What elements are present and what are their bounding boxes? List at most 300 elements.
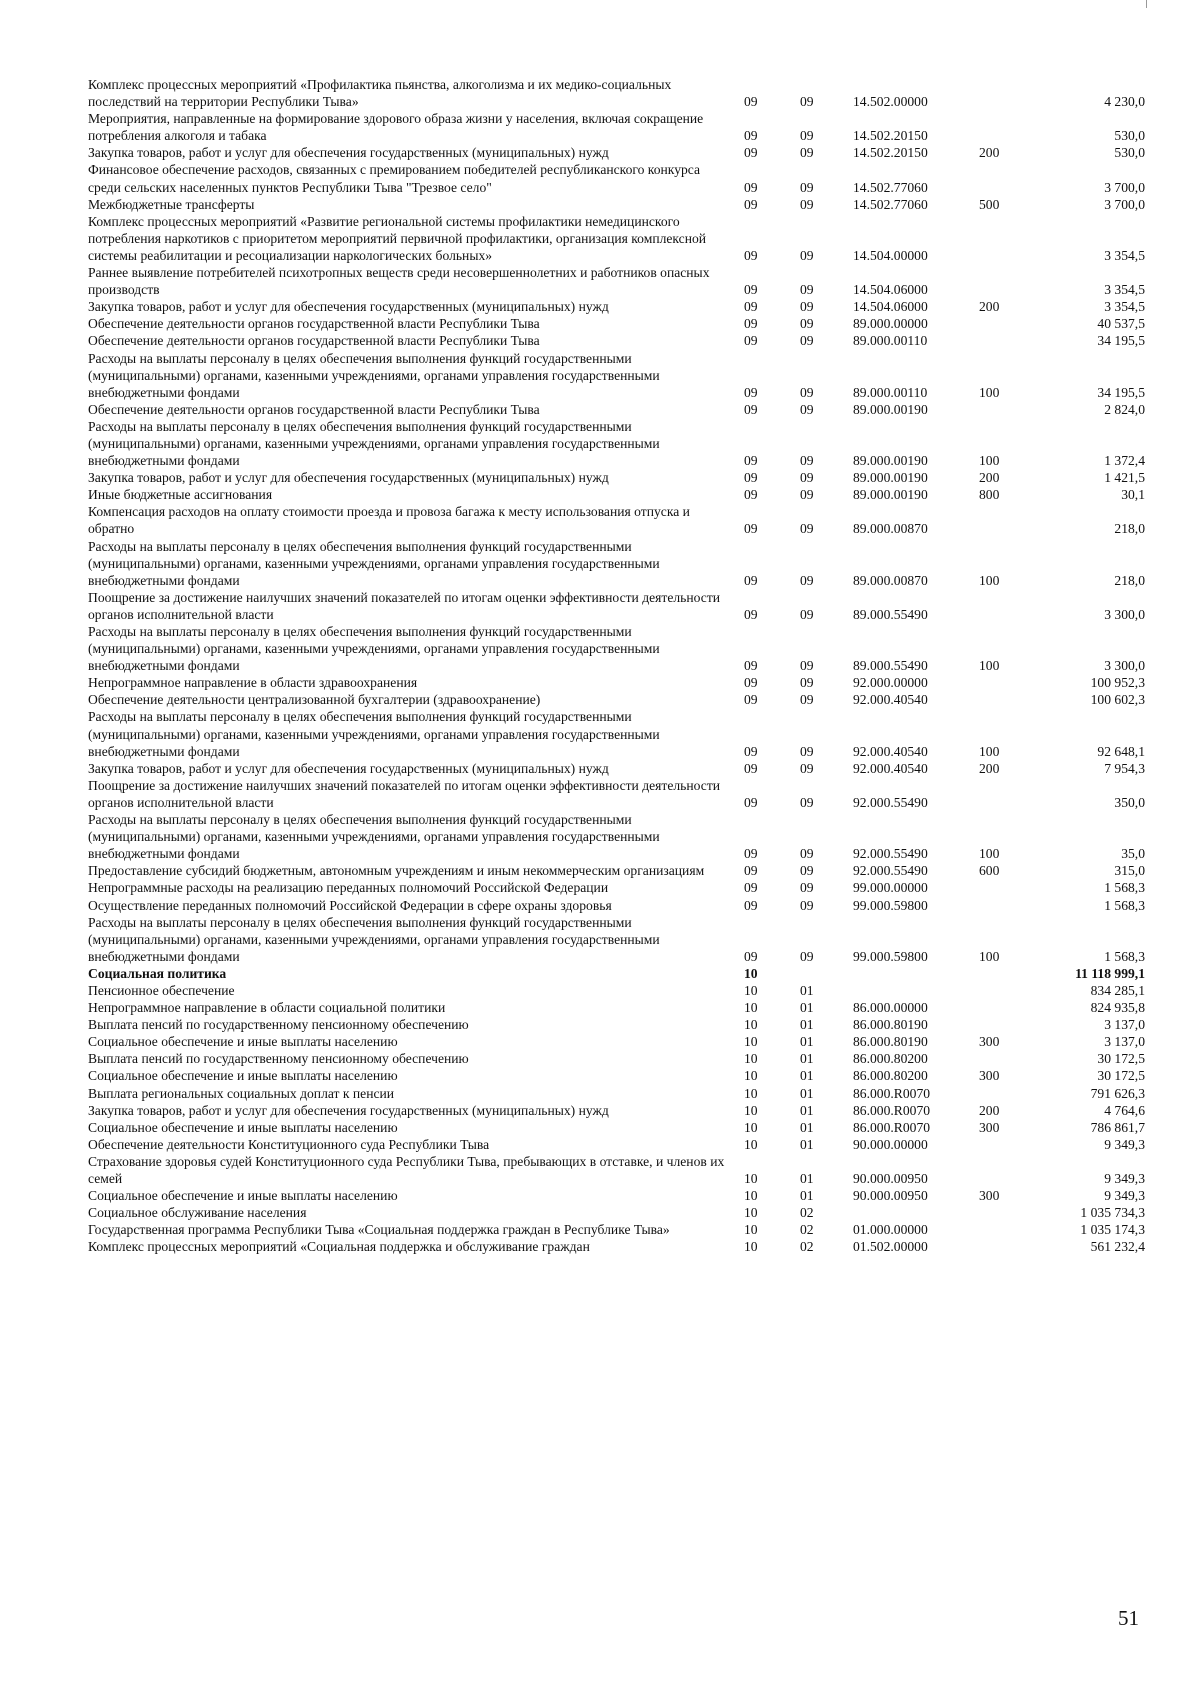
table-row bbox=[88, 538, 1165, 589]
table-row bbox=[88, 401, 1165, 418]
row-section-cell: 10 bbox=[744, 1017, 758, 1033]
row-expense-type-cell: 600 bbox=[979, 863, 1000, 879]
table-row bbox=[88, 691, 1165, 708]
row-amount-cell: 1 372,4 bbox=[1104, 453, 1145, 469]
row-amount-cell: 2 824,0 bbox=[1104, 401, 1145, 417]
row-target-article-cell: 99.000.59800 bbox=[853, 897, 928, 913]
row-expense-type-cell: 300 bbox=[979, 1188, 1000, 1204]
row-section-cell: 09 bbox=[744, 179, 758, 195]
row-target-article-cell: 89.000.00190 bbox=[853, 487, 928, 503]
row-amount-cell: 1 568,3 bbox=[1104, 897, 1145, 913]
row-expense-type-cell: 300 bbox=[979, 1068, 1000, 1084]
row-expense-type-cell: 100 bbox=[979, 658, 1000, 674]
row-amount-cell: 40 537,5 bbox=[1097, 316, 1145, 332]
table-row bbox=[88, 1050, 1165, 1067]
row-name-cell: Закупка товаров, работ и услуг для обеспечения государственных (муниципальных) нужд bbox=[88, 1102, 609, 1118]
row-amount-cell: 786 861,7 bbox=[1090, 1119, 1145, 1135]
row-section-cell: 09 bbox=[744, 846, 758, 862]
row-subsection-cell: 09 bbox=[800, 333, 814, 349]
table-row bbox=[88, 914, 1165, 965]
row-name-cell: Расходы на выплаты персоналу в целях обеспечения выполнения функций государственными (муниципальными) органами, казенными учреждениями, органами управления государственными внебюджетными фондами bbox=[88, 418, 660, 469]
table-row bbox=[88, 623, 1165, 674]
row-target-article-cell: 92.000.40540 bbox=[853, 760, 928, 776]
row-expense-type-cell bbox=[973, 503, 1049, 537]
row-target-article-cell bbox=[848, 1204, 973, 1221]
row-subsection-cell: 09 bbox=[800, 470, 814, 486]
row-name-cell: Государственная программа Республики Тыва «Социальная поддержка граждан в Республике Тыва» bbox=[88, 1222, 670, 1238]
row-expense-type-cell bbox=[973, 161, 1049, 195]
row-subsection-cell: 01 bbox=[800, 1017, 814, 1033]
row-amount-cell: 824 935,8 bbox=[1090, 1000, 1145, 1016]
row-section-cell: 09 bbox=[744, 94, 758, 110]
table-row bbox=[88, 110, 1165, 144]
row-target-article-cell: 89.000.00190 bbox=[853, 401, 928, 417]
row-amount-cell: 11 118 999,1 bbox=[1075, 965, 1145, 981]
row-section-cell: 10 bbox=[744, 1222, 758, 1238]
row-target-article-cell: 86.000.R0070 bbox=[853, 1102, 931, 1118]
row-subsection-cell: 09 bbox=[800, 299, 814, 315]
row-target-article-cell: 92.000.55490 bbox=[853, 863, 928, 879]
row-amount-cell: 3 354,5 bbox=[1104, 299, 1145, 315]
row-section-cell: 10 bbox=[744, 1085, 758, 1101]
budget-table bbox=[88, 76, 1165, 1255]
row-name-cell: Социальное обеспечение и иные выплаты населению bbox=[88, 1188, 398, 1204]
row-section-cell: 10 bbox=[744, 1239, 758, 1255]
table-row bbox=[88, 1136, 1165, 1153]
table-row bbox=[88, 76, 1165, 110]
row-name-cell: Непрограммное направление в области здравоохранения bbox=[88, 675, 418, 691]
row-subsection-cell: 01 bbox=[800, 982, 814, 998]
row-amount-cell: 9 349,3 bbox=[1104, 1136, 1145, 1152]
table-row bbox=[88, 965, 1165, 982]
row-amount-cell: 1 421,5 bbox=[1104, 470, 1145, 486]
row-subsection-cell: 01 bbox=[800, 1034, 814, 1050]
row-target-article-cell bbox=[848, 982, 973, 999]
row-amount-cell: 3 300,0 bbox=[1104, 606, 1145, 622]
row-target-article-cell: 92.000.40540 bbox=[853, 743, 928, 759]
row-name-cell: Обеспечение деятельности централизованной бухгалтерии (здравоохранение) bbox=[88, 692, 541, 708]
table-row bbox=[88, 982, 1165, 999]
row-target-article-cell bbox=[848, 965, 973, 982]
row-name-cell: Расходы на выплаты персоналу в целях обеспечения выполнения функций государственными (муниципальными) органами, казенными учреждениями, органами управления государственными внебюджетными фондами bbox=[88, 538, 660, 588]
row-expense-type-cell bbox=[973, 1221, 1049, 1238]
row-name-cell: Обеспечение деятельности Конституционного суда Республики Тыва bbox=[88, 1136, 490, 1152]
row-target-article-cell: 99.000.00000 bbox=[853, 880, 928, 896]
row-name-cell: Выплата региональных социальных доплат к пенсии bbox=[88, 1085, 395, 1101]
row-amount-cell: 530,0 bbox=[1114, 128, 1145, 144]
row-target-article-cell: 14.502.77060 bbox=[853, 179, 928, 195]
row-subsection-cell: 09 bbox=[800, 863, 814, 879]
row-section-cell: 10 bbox=[744, 1136, 758, 1152]
row-section-cell: 10 bbox=[744, 1102, 758, 1118]
row-subsection-cell: 09 bbox=[800, 794, 814, 810]
row-target-article-cell: 14.504.00000 bbox=[853, 247, 928, 263]
row-target-article-cell: 01.502.00000 bbox=[853, 1239, 928, 1255]
row-section-cell: 09 bbox=[744, 487, 758, 503]
table-row bbox=[88, 161, 1165, 195]
row-amount-cell: 100 952,3 bbox=[1090, 675, 1145, 691]
row-subsection-cell: 01 bbox=[800, 1102, 814, 1118]
row-subsection-cell: 02 bbox=[800, 1239, 814, 1255]
row-target-article-cell: 92.000.55490 bbox=[853, 794, 928, 810]
row-section-cell: 10 bbox=[744, 1171, 758, 1186]
row-expense-type-cell: 200 bbox=[979, 1102, 1000, 1118]
row-amount-cell: 791 626,3 bbox=[1090, 1085, 1145, 1101]
table-row bbox=[88, 879, 1165, 896]
row-amount-cell: 530,0 bbox=[1114, 145, 1145, 161]
row-amount-cell: 3 700,0 bbox=[1104, 196, 1145, 212]
row-name-cell: Обеспечение деятельности органов государственной власти Республики Тыва bbox=[88, 401, 540, 417]
row-section-cell: 09 bbox=[744, 470, 758, 486]
row-expense-type-cell bbox=[973, 1016, 1049, 1033]
row-subsection-cell: 09 bbox=[800, 196, 814, 212]
row-subsection-cell: 09 bbox=[800, 846, 814, 862]
row-name-cell: Закупка товаров, работ и услуг для обеспечения государственных (муниципальных) нужд bbox=[88, 760, 609, 776]
row-target-article-cell: 89.000.00110 bbox=[853, 333, 928, 349]
row-subsection-cell: 01 bbox=[800, 1136, 814, 1152]
table-row bbox=[88, 1187, 1165, 1204]
table-row bbox=[88, 213, 1165, 264]
row-target-article-cell: 14.504.06000 bbox=[853, 282, 928, 298]
row-section-cell: 10 bbox=[744, 1119, 758, 1135]
row-expense-type-cell: 100 bbox=[979, 743, 1000, 759]
row-expense-type-cell bbox=[973, 1153, 1049, 1187]
row-subsection-cell: 01 bbox=[800, 1085, 814, 1101]
row-name-cell: Расходы на выплаты персоналу в целях обеспечения выполнения функций государственными (муниципальными) органами, казенными учреждениями, органами управления государственными внебюджетными фондами bbox=[88, 624, 660, 674]
row-section-cell: 09 bbox=[744, 760, 758, 776]
row-name-cell: Комплекс процессных мероприятий «Развитие региональной системы профилактики немедицинского потребления наркотиков с приоритетом мероприятий первичной профилактики, организация комплексной системы реабилитации и ресоциализации наркологических больных» bbox=[88, 213, 707, 263]
row-subsection-cell: 09 bbox=[800, 948, 814, 964]
table-row bbox=[88, 350, 1165, 401]
row-target-article-cell: 99.000.59800 bbox=[853, 948, 928, 964]
row-target-article-cell: 90.000.00950 bbox=[853, 1188, 928, 1204]
table-row bbox=[88, 1204, 1165, 1221]
row-subsection-cell: 09 bbox=[800, 692, 814, 708]
row-section-cell: 10 bbox=[744, 1000, 758, 1016]
row-target-article-cell: 89.000.00000 bbox=[853, 316, 928, 332]
row-subsection-cell: 01 bbox=[800, 1068, 814, 1084]
row-amount-cell: 30,1 bbox=[1121, 487, 1145, 503]
row-target-article-cell: 92.000.40540 bbox=[853, 692, 928, 708]
row-amount-cell: 30 172,5 bbox=[1097, 1068, 1145, 1084]
row-section-cell: 09 bbox=[744, 145, 758, 161]
row-name-cell: Социальное обслуживание населения bbox=[88, 1205, 307, 1221]
row-subsection-cell: 09 bbox=[800, 521, 814, 537]
row-expense-type-cell bbox=[973, 76, 1049, 110]
row-target-article-cell: 89.000.55490 bbox=[853, 658, 928, 674]
row-section-cell: 09 bbox=[744, 743, 758, 759]
row-name-cell: Социальное обеспечение и иные выплаты населению bbox=[88, 1119, 398, 1135]
row-subsection-cell: 09 bbox=[800, 606, 814, 622]
row-subsection-cell: 09 bbox=[800, 282, 814, 298]
row-expense-type-cell bbox=[973, 264, 1049, 298]
table-row bbox=[88, 1102, 1165, 1119]
row-expense-type-cell bbox=[973, 965, 1049, 982]
row-expense-type-cell: 100 bbox=[979, 846, 1000, 862]
row-subsection-cell: 01 bbox=[800, 1000, 814, 1016]
row-expense-type-cell bbox=[973, 110, 1049, 144]
row-target-article-cell: 86.000.80200 bbox=[853, 1068, 928, 1084]
row-amount-cell: 92 648,1 bbox=[1097, 743, 1145, 759]
row-name-cell: Компенсация расходов на оплату стоимости проезда и провоза багажа к месту использования отпуска и обратно bbox=[88, 504, 690, 537]
row-subsection-cell: 01 bbox=[800, 1051, 814, 1067]
row-expense-type-cell: 200 bbox=[979, 299, 1000, 315]
table-row bbox=[88, 1085, 1165, 1102]
row-expense-type-cell bbox=[973, 674, 1049, 691]
row-amount-cell: 35,0 bbox=[1121, 846, 1145, 862]
row-amount-cell: 834 285,1 bbox=[1090, 982, 1145, 998]
row-subsection-cell: 09 bbox=[800, 897, 814, 913]
row-name-cell: Закупка товаров, работ и услуг для обеспечения государственных (муниципальных) нужд bbox=[88, 299, 609, 315]
row-expense-type-cell: 200 bbox=[979, 470, 1000, 486]
row-section-cell: 09 bbox=[744, 453, 758, 469]
row-name-cell: Иные бюджетные ассигнования bbox=[88, 487, 273, 503]
table-row bbox=[88, 760, 1165, 777]
row-name-cell: Обеспечение деятельности органов государственной власти Республики Тыва bbox=[88, 316, 540, 332]
row-target-article-cell: 89.000.55490 bbox=[853, 606, 928, 622]
row-section-cell: 09 bbox=[744, 316, 758, 332]
row-target-article-cell: 86.000.R0070 bbox=[853, 1085, 931, 1101]
row-section-cell: 09 bbox=[744, 675, 758, 691]
table-row bbox=[88, 674, 1165, 691]
row-section-cell: 10 bbox=[744, 1188, 758, 1204]
row-section-cell: 09 bbox=[744, 658, 758, 674]
row-amount-cell: 9 349,3 bbox=[1104, 1188, 1145, 1204]
row-expense-type-cell bbox=[973, 1204, 1049, 1221]
row-section-cell: 09 bbox=[744, 897, 758, 913]
table-row bbox=[88, 1067, 1165, 1084]
row-section-cell: 09 bbox=[744, 333, 758, 349]
row-subsection-cell: 01 bbox=[800, 1119, 814, 1135]
row-name-cell: Предоставление субсидий бюджетным, автономным учреждениям и иным некоммерческим организациям bbox=[88, 863, 705, 879]
row-name-cell: Поощрение за достижение наилучших значений показателей по итогам оценки эффективности деятельности органов исполнительной власти bbox=[88, 777, 721, 810]
table-row bbox=[88, 469, 1165, 486]
row-section-cell: 10 bbox=[744, 1205, 758, 1221]
row-target-article-cell: 89.000.00190 bbox=[853, 453, 928, 469]
row-section-cell: 09 bbox=[744, 384, 758, 400]
table-row bbox=[88, 144, 1165, 161]
row-section-cell: 09 bbox=[744, 948, 758, 964]
row-name-cell: Закупка товаров, работ и услуг для обеспечения государственных (муниципальных) нужд bbox=[88, 470, 609, 486]
row-target-article-cell: 89.000.00870 bbox=[853, 572, 928, 588]
row-name-cell: Расходы на выплаты персоналу в целях обеспечения выполнения функций государственными (муниципальными) органами, казенными учреждениями, органами управления государственными внебюджетными фондами bbox=[88, 709, 660, 759]
row-amount-cell: 1 035 174,3 bbox=[1080, 1222, 1145, 1238]
row-name-cell: Осуществление переданных полномочий Российской Федерации в сфере охраны здоровья bbox=[88, 897, 612, 913]
page-number: 51 bbox=[1118, 1606, 1139, 1630]
row-name-cell: Закупка товаров, работ и услуг для обеспечения государственных (муниципальных) нужд bbox=[88, 145, 609, 161]
row-target-article-cell: 92.000.55490 bbox=[853, 846, 928, 862]
row-expense-type-cell: 300 bbox=[979, 1119, 1000, 1135]
row-subsection-cell: 09 bbox=[800, 743, 814, 759]
row-subsection-cell: 09 bbox=[800, 316, 814, 332]
row-target-article-cell: 14.502.00000 bbox=[853, 94, 928, 110]
table-row bbox=[88, 1153, 1165, 1187]
row-expense-type-cell bbox=[973, 1238, 1049, 1255]
row-expense-type-cell bbox=[973, 982, 1049, 999]
table-row bbox=[88, 315, 1165, 332]
row-name-cell: Комплекс процессных мероприятий «Социальная поддержка и обслуживание граждан bbox=[88, 1239, 590, 1255]
table-row bbox=[88, 1119, 1165, 1136]
row-target-article-cell: 89.000.00190 bbox=[853, 470, 928, 486]
row-name-cell: Пенсионное обеспечение bbox=[88, 982, 235, 998]
row-target-article-cell: 86.000.80190 bbox=[853, 1034, 928, 1050]
row-target-article-cell: 89.000.00870 bbox=[853, 521, 928, 537]
row-name-cell: Мероприятия, направленные на формирование здорового образа жизни у населения, включая сокращение потребления алкоголя и табака bbox=[88, 111, 704, 144]
row-amount-cell: 315,0 bbox=[1114, 863, 1145, 879]
row-name-cell: Комплекс процессных мероприятий «Профилактика пьянства, алкоголизма и их медико-социальных последствий на территории Республики Тыва» bbox=[88, 77, 672, 110]
row-name-cell: Расходы на выплаты персоналу в целях обеспечения выполнения функций государственными (муниципальными) органами, казенными учреждениями, органами управления государственными внебюджетными фондами bbox=[88, 914, 660, 964]
row-target-article-cell: 90.000.00950 bbox=[853, 1171, 928, 1186]
row-subsection-cell: 01 bbox=[800, 1188, 814, 1204]
row-section-cell: 10 bbox=[744, 1034, 758, 1050]
table-row bbox=[88, 897, 1165, 914]
row-amount-cell: 4 230,0 bbox=[1104, 94, 1145, 110]
row-expense-type-cell bbox=[973, 1050, 1049, 1067]
row-section-cell: 09 bbox=[744, 128, 758, 144]
row-expense-type-cell bbox=[973, 332, 1049, 349]
row-amount-cell: 30 172,5 bbox=[1097, 1051, 1145, 1067]
table-row bbox=[88, 1238, 1165, 1255]
row-name-cell: Межбюджетные трансферты bbox=[88, 196, 255, 212]
row-name-cell: Расходы на выплаты персоналу в целях обеспечения выполнения функций государственными (муниципальными) органами, казенными учреждениями, органами управления государственными внебюджетными фондами bbox=[88, 350, 660, 400]
table-row bbox=[88, 503, 1165, 537]
row-target-article-cell: 92.000.00000 bbox=[853, 675, 928, 691]
table-row bbox=[88, 999, 1165, 1016]
row-section-cell: 09 bbox=[744, 880, 758, 896]
table-row bbox=[88, 418, 1165, 469]
row-name-cell: Социальная политика bbox=[88, 965, 227, 981]
row-amount-cell: 3 354,5 bbox=[1104, 247, 1145, 263]
row-subsection-cell: 09 bbox=[800, 880, 814, 896]
row-section-cell: 10 bbox=[744, 1051, 758, 1067]
row-section-cell: 10 bbox=[744, 965, 758, 981]
row-amount-cell: 1 568,3 bbox=[1104, 880, 1145, 896]
table-row bbox=[88, 1033, 1165, 1050]
row-name-cell: Поощрение за достижение наилучших значений показателей по итогам оценки эффективности деятельности органов исполнительной власти bbox=[88, 589, 721, 622]
row-amount-cell: 4 764,6 bbox=[1104, 1102, 1145, 1118]
table-row bbox=[88, 1016, 1165, 1033]
table-row bbox=[88, 777, 1165, 811]
row-subsection-cell bbox=[792, 965, 848, 982]
table-row bbox=[88, 486, 1165, 503]
row-amount-cell: 100 602,3 bbox=[1090, 692, 1145, 708]
row-subsection-cell: 09 bbox=[800, 453, 814, 469]
row-name-cell: Страхование здоровья судей Конституционного суда Республики Тыва, пребывающих в отставке, и членов их семей bbox=[88, 1153, 725, 1186]
row-target-article-cell: 90.000.00000 bbox=[853, 1136, 928, 1152]
row-expense-type-cell bbox=[973, 213, 1049, 264]
row-amount-cell: 561 232,4 bbox=[1090, 1239, 1145, 1255]
row-subsection-cell: 01 bbox=[800, 1171, 814, 1186]
row-amount-cell: 9 349,3 bbox=[1104, 1171, 1145, 1186]
row-target-article-cell: 86.000.00000 bbox=[853, 1000, 928, 1016]
row-target-article-cell: 86.000.80190 bbox=[853, 1017, 928, 1033]
table-row bbox=[88, 811, 1165, 862]
row-subsection-cell: 09 bbox=[800, 179, 814, 195]
row-section-cell: 09 bbox=[744, 521, 758, 537]
row-section-cell: 09 bbox=[744, 282, 758, 298]
row-amount-cell: 3 300,0 bbox=[1104, 658, 1145, 674]
row-target-article-cell: 86.000.80200 bbox=[853, 1051, 928, 1067]
row-section-cell: 09 bbox=[744, 863, 758, 879]
row-subsection-cell: 09 bbox=[800, 658, 814, 674]
row-target-article-cell: 14.504.06000 bbox=[853, 299, 928, 315]
row-amount-cell: 1 035 734,3 bbox=[1080, 1205, 1145, 1221]
row-expense-type-cell: 200 bbox=[979, 760, 1000, 776]
row-amount-cell: 34 195,5 bbox=[1097, 384, 1145, 400]
scan-edge-mark bbox=[1146, 0, 1147, 8]
row-expense-type-cell: 200 bbox=[979, 145, 1000, 161]
table-row bbox=[88, 1221, 1165, 1238]
row-name-cell: Непрограммное направление в области социальной политики bbox=[88, 1000, 446, 1016]
row-name-cell: Раннее выявление потребителей психотропных веществ среди несовершеннолетних и работников опасных производств bbox=[88, 265, 710, 298]
row-subsection-cell: 09 bbox=[800, 487, 814, 503]
row-expense-type-cell bbox=[973, 897, 1049, 914]
row-expense-type-cell: 500 bbox=[979, 196, 1000, 212]
row-expense-type-cell bbox=[973, 1085, 1049, 1102]
row-subsection-cell: 09 bbox=[800, 572, 814, 588]
table-body bbox=[88, 76, 1165, 1255]
row-expense-type-cell: 100 bbox=[979, 572, 1000, 588]
row-target-article-cell: 14.502.20150 bbox=[853, 128, 928, 144]
row-target-article-cell: 01.000.00000 bbox=[853, 1222, 928, 1238]
row-subsection-cell: 09 bbox=[800, 94, 814, 110]
table-row bbox=[88, 589, 1165, 623]
row-section-cell: 09 bbox=[744, 401, 758, 417]
row-subsection-cell: 09 bbox=[800, 128, 814, 144]
row-subsection-cell: 09 bbox=[800, 384, 814, 400]
row-subsection-cell: 02 bbox=[800, 1205, 814, 1221]
row-section-cell: 09 bbox=[744, 196, 758, 212]
row-amount-cell: 350,0 bbox=[1114, 794, 1145, 810]
row-expense-type-cell bbox=[973, 589, 1049, 623]
row-expense-type-cell bbox=[973, 691, 1049, 708]
row-section-cell: 10 bbox=[744, 982, 758, 998]
row-target-article-cell: 14.502.20150 bbox=[853, 145, 928, 161]
row-expense-type-cell bbox=[973, 999, 1049, 1016]
table-row bbox=[88, 264, 1165, 298]
row-section-cell: 09 bbox=[744, 606, 758, 622]
table-row bbox=[88, 708, 1165, 759]
row-subsection-cell: 09 bbox=[800, 145, 814, 161]
row-expense-type-cell: 100 bbox=[979, 948, 1000, 964]
row-subsection-cell: 09 bbox=[800, 401, 814, 417]
row-amount-cell: 7 954,3 bbox=[1104, 760, 1145, 776]
row-name-cell: Обеспечение деятельности органов государственной власти Республики Тыва bbox=[88, 333, 540, 349]
row-name-cell: Непрограммные расходы на реализацию переданных полномочий Российской Федерации bbox=[88, 880, 609, 896]
row-target-article-cell: 86.000.R0070 bbox=[853, 1119, 931, 1135]
row-section-cell: 09 bbox=[744, 299, 758, 315]
row-amount-cell: 218,0 bbox=[1114, 572, 1145, 588]
row-name-cell: Расходы на выплаты персоналу в целях обеспечения выполнения функций государственными (муниципальными) органами, казенными учреждениями, органами управления государственными внебюджетными фондами bbox=[88, 812, 660, 862]
row-section-cell: 09 bbox=[744, 794, 758, 810]
row-amount-cell: 3 137,0 bbox=[1104, 1034, 1145, 1050]
row-expense-type-cell: 100 bbox=[979, 453, 1000, 469]
table-row bbox=[88, 862, 1165, 879]
table-row bbox=[88, 196, 1165, 213]
row-subsection-cell: 09 bbox=[800, 760, 814, 776]
row-amount-cell: 3 354,5 bbox=[1104, 282, 1145, 298]
row-subsection-cell: 02 bbox=[800, 1222, 814, 1238]
row-amount-cell: 3 137,0 bbox=[1104, 1017, 1145, 1033]
row-amount-cell: 218,0 bbox=[1114, 521, 1145, 537]
row-section-cell: 10 bbox=[744, 1068, 758, 1084]
row-target-article-cell: 14.502.77060 bbox=[853, 196, 928, 212]
row-expense-type-cell bbox=[973, 777, 1049, 811]
row-name-cell: Социальное обеспечение и иные выплаты населению bbox=[88, 1034, 398, 1050]
row-expense-type-cell bbox=[973, 879, 1049, 896]
row-section-cell: 09 bbox=[744, 572, 758, 588]
row-amount-cell: 3 700,0 bbox=[1104, 179, 1145, 195]
